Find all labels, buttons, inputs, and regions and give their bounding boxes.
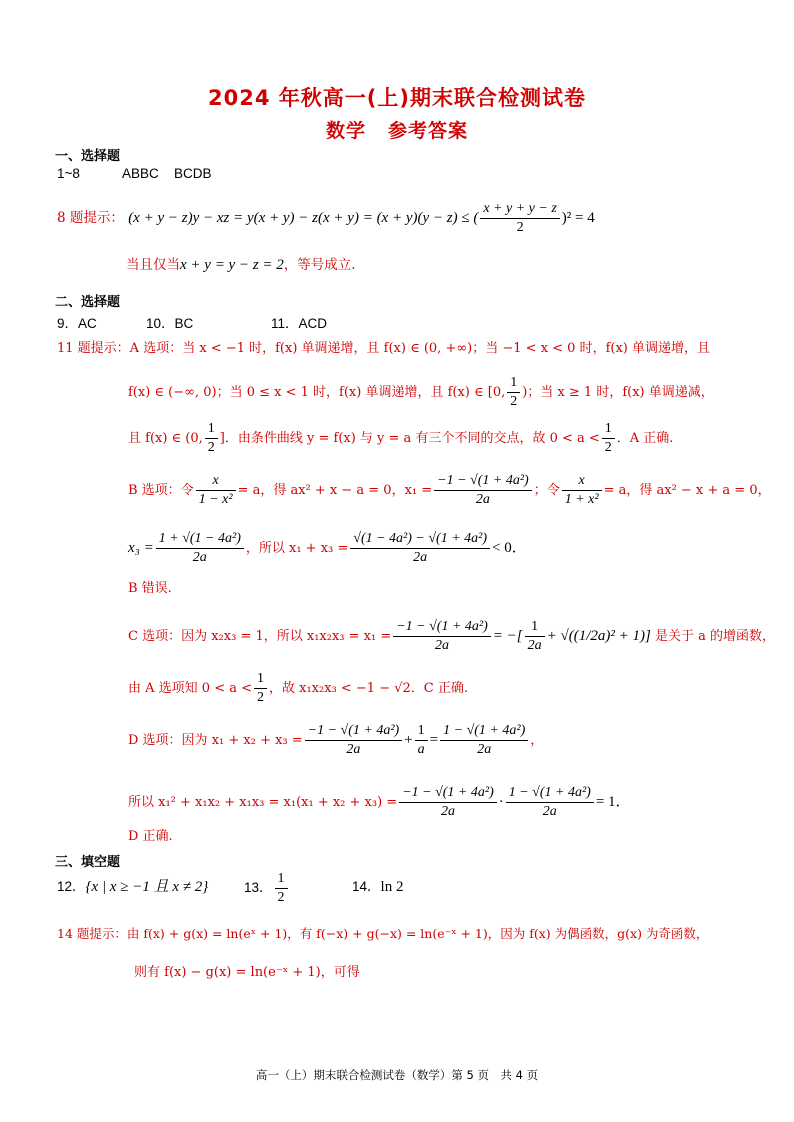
hint-11-c-line-2: 由 A 选项知 0 < a < $\frac{1}{2}$ ，故 x₁x₂x₃ < −1 − √2．C 正确.: [128, 671, 469, 705]
page-title: 2024 年秋高一(上)期末联合检测试卷: [208, 86, 586, 110]
section-heading-multi-choice: 二、选择题: [55, 295, 121, 310]
hint-11-line-3: 且 f(x) ∈ (0, $\frac{1}{2}$ ]．由条件曲线 y = f(x) 与 y = a 有三个不同的交点，故 0 < a < $\frac{1}{2}$ ．A 正确.: [128, 421, 674, 455]
hint-8: [57, 202, 595, 235]
page-footer: 高一（上）期末联合检测试卷（数学）第 5 页 共 4 页: [255, 1068, 539, 1082]
answer-10: 10．BC: [146, 316, 194, 331]
hint-11-d-line-2: 所以 x₁² + x₁x₂ + x₁x₃ = x₁(x₁ + x₂ + x₃) = $\frac{\text{−1 − √(1 + 4a²)}}{2a}$ · $\frac{\text{1 − √(1 + 4a²)}}{2a}$ = 1．: [128, 785, 631, 819]
answer-range: 1~8: [57, 166, 80, 181]
section-heading-fill-in: 三、填空题: [55, 855, 121, 870]
page-subtitle: [0, 116, 794, 143]
answer-9: 9．AC: [57, 316, 97, 331]
answer-11: 11．ACD: [271, 316, 328, 331]
hint-11-d-verdict: D 正确.: [128, 829, 173, 844]
subtitle-subject: 数学: [325, 120, 366, 142]
hint-11-line-1: 11 题提示：A 选项：当 x < −1 时，f(x) 单调递增，且 f(x) ∈ (0, +∞)；当 −1 < x < 0 时，f(x) 单调递增，且: [57, 341, 711, 356]
answer-14: 14．ln 2: [352, 879, 404, 895]
hint-8-equality: 当且仅当x + y = y − z = 2，等号成立.: [126, 257, 356, 273]
hint-11-b-line-2: x₃ = $\frac{\text{1 + √(1 − 4a²)}}{2a}$ ，所以 x₁ + x₃ = $\frac{\text{√(1 − 4a²) − √(1 + 4a²)}}{2a}$ < 0．: [128, 531, 527, 565]
section-heading-choice: 一、选择题: [55, 149, 121, 164]
hint-11-b-verdict: B 错误.: [128, 581, 172, 596]
answer-12: 12．{x | x ≥ −1 且 x ≠ 2}: [57, 879, 209, 895]
answer-13: 13． $\frac{1}{2}$: [244, 872, 290, 905]
subtitle-rest: 参考答案: [388, 120, 469, 142]
hint-8-formula: (x + y − z)y − xz = y(x + y) − z(x + y) = (x + y)(y − z) ≤ (: [128, 210, 479, 226]
hint-11-b-line-1: B 选项：令 $\frac{x}{\text{1 − x²}}$ = a，得 ax² + x − a = 0，x₁ = $\frac{\text{−1 − √(1 + 4a²)}}{2a}$ ；令 $\frac{x}{\text{1 + x²}}$ = a，得 ax² − x + a = 0，: [128, 473, 771, 507]
hint-11-d-line-1: D 选项：因为 x₁ + x₂ + x₃ = $\frac{\text{−1 − √(1 + 4a²)}}{2a}$ + $\frac{1}{a}$ = $\frac{\text{1 − √(1 + 4a²)}}{2a}$ ，: [128, 723, 544, 757]
answers-5-8: BCDB: [174, 166, 212, 181]
hint-14-line-1: 14 题提示：由 f(x) + g(x) = ln(eˣ + 1)，有 f(−x) + g(−x) = ln(e⁻ˣ + 1)，因为 f(x) 为偶函数，g(x) 为奇函数，: [57, 926, 709, 941]
hint-8-tail: )² = 4: [561, 210, 595, 226]
hint-14-line-2: 则有 f(x) − g(x) = ln(e⁻ˣ + 1)，可得: [134, 965, 360, 980]
answers-1-4: ABBC: [122, 166, 159, 181]
hint-8-label: 8 题提示：: [57, 210, 124, 226]
hint-8-fraction: $\frac{x + y + y - z}{2}$: [480, 202, 559, 235]
hint-11-c-line-1: C 选项：因为 x₂x₃ = 1，所以 x₁x₂x₃ = x₁ = $\frac{\text{−1 − √(1 + 4a²)}}{2a}$ = −[ $\frac{1}{2a}$ + √((1/2a)² + 1)] 是关于 a 的增函数，: [128, 619, 775, 653]
hint-11-line-2: f(x) ∈ (−∞, 0)；当 0 ≤ x < 1 时，f(x) 单调递增，且 f(x) ∈ [0, $\frac{1}{2}$ )；当 x ≥ 1 时，f(x) 单调递减，: [128, 375, 714, 409]
